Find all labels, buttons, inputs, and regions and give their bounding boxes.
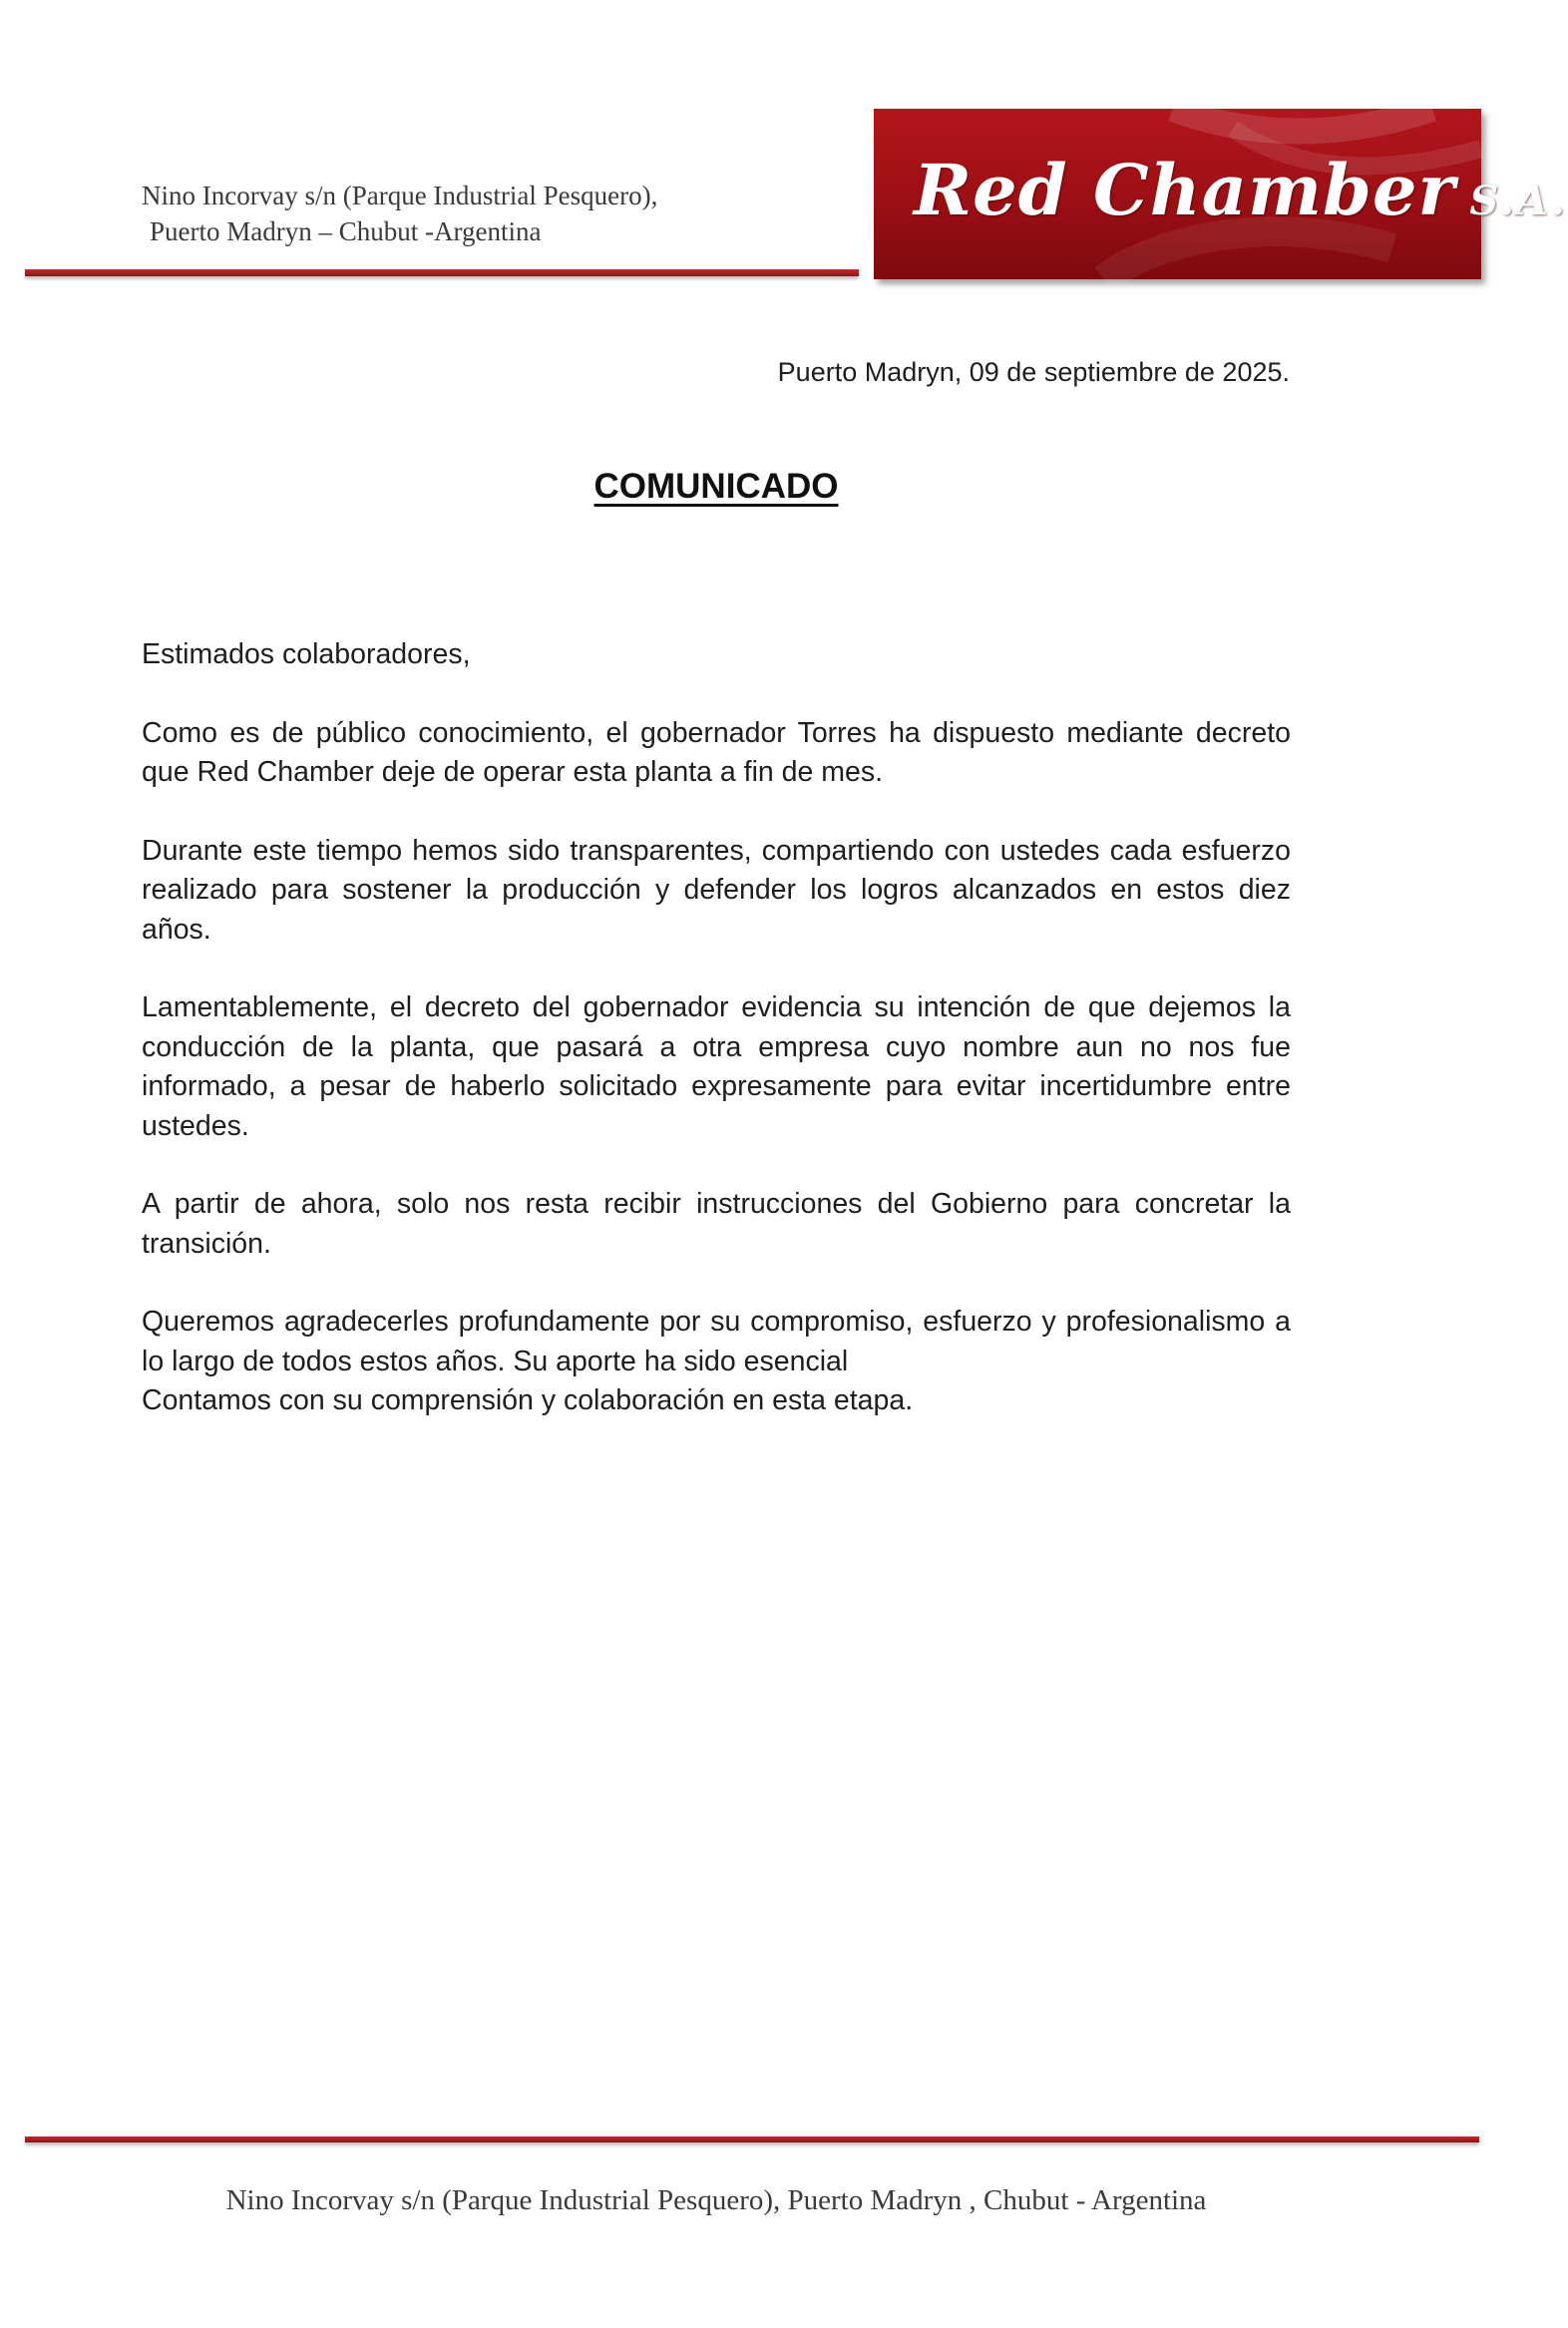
paragraph-4: A partir de ahora, solo nos resta recibir instrucciones del Gobierno para concretar la transición.	[142, 1188, 1291, 1260]
header-divider	[25, 269, 859, 276]
address-line-1: Nino Incorvay s/n (Parque Industrial Pesquero),	[142, 181, 658, 210]
footer-address: Nino Incorvay s/n (Parque Industrial Pesquero), Puerto Madryn , Chubut - Argentina	[225, 2184, 1207, 2216]
greeting: Estimados colaboradores,	[142, 638, 471, 670]
document-title: COMUNICADO	[593, 467, 839, 506]
paragraph-3: Lamentablemente, el decreto del gobernador evidencia su intención de que dejemos la conducción de la planta, que pasará a otra empresa cuyo nombre aun no nos fue informado, a pesar de haberlo solicitado expresamente para evitar incertidumbre entre ustedes.	[142, 991, 1291, 1142]
letter-date: Puerto Madryn, 09 de septiembre de 2025.	[777, 357, 1290, 387]
logo-wordmark	[914, 149, 1568, 231]
letter-body	[142, 635, 1291, 1421]
footer-divider	[25, 2136, 1479, 2142]
paragraph-5: Queremos agradecerles profundamente por su compromiso, esfuerzo y profesionalismo a lo largo de todos estos años. Su aporte ha sido esencial	[142, 1306, 1291, 1377]
letterhead-address	[142, 178, 657, 249]
paragraph-6: Contamos con su comprensión y colaboración en esta etapa.	[142, 1384, 914, 1416]
paragraph-2: Durante este tiempo hemos sido transparentes, compartiendo con ustedes cada esfuerzo realizado para sostener la producción y defender los logros alcanzados en estos diez años.	[142, 834, 1291, 946]
address-line-2: Puerto Madryn – Chubut -Argentina	[150, 216, 542, 246]
logo-name: Red Chamber	[914, 149, 1456, 231]
company-logo	[874, 109, 1568, 279]
logo-suffix: S.A.	[1469, 178, 1568, 224]
paragraph-1: Como es de público conocimiento, el gobernador Torres ha dispuesto mediante decreto que Red Chamber deje de operar esta planta a fin de mes.	[142, 716, 1291, 788]
